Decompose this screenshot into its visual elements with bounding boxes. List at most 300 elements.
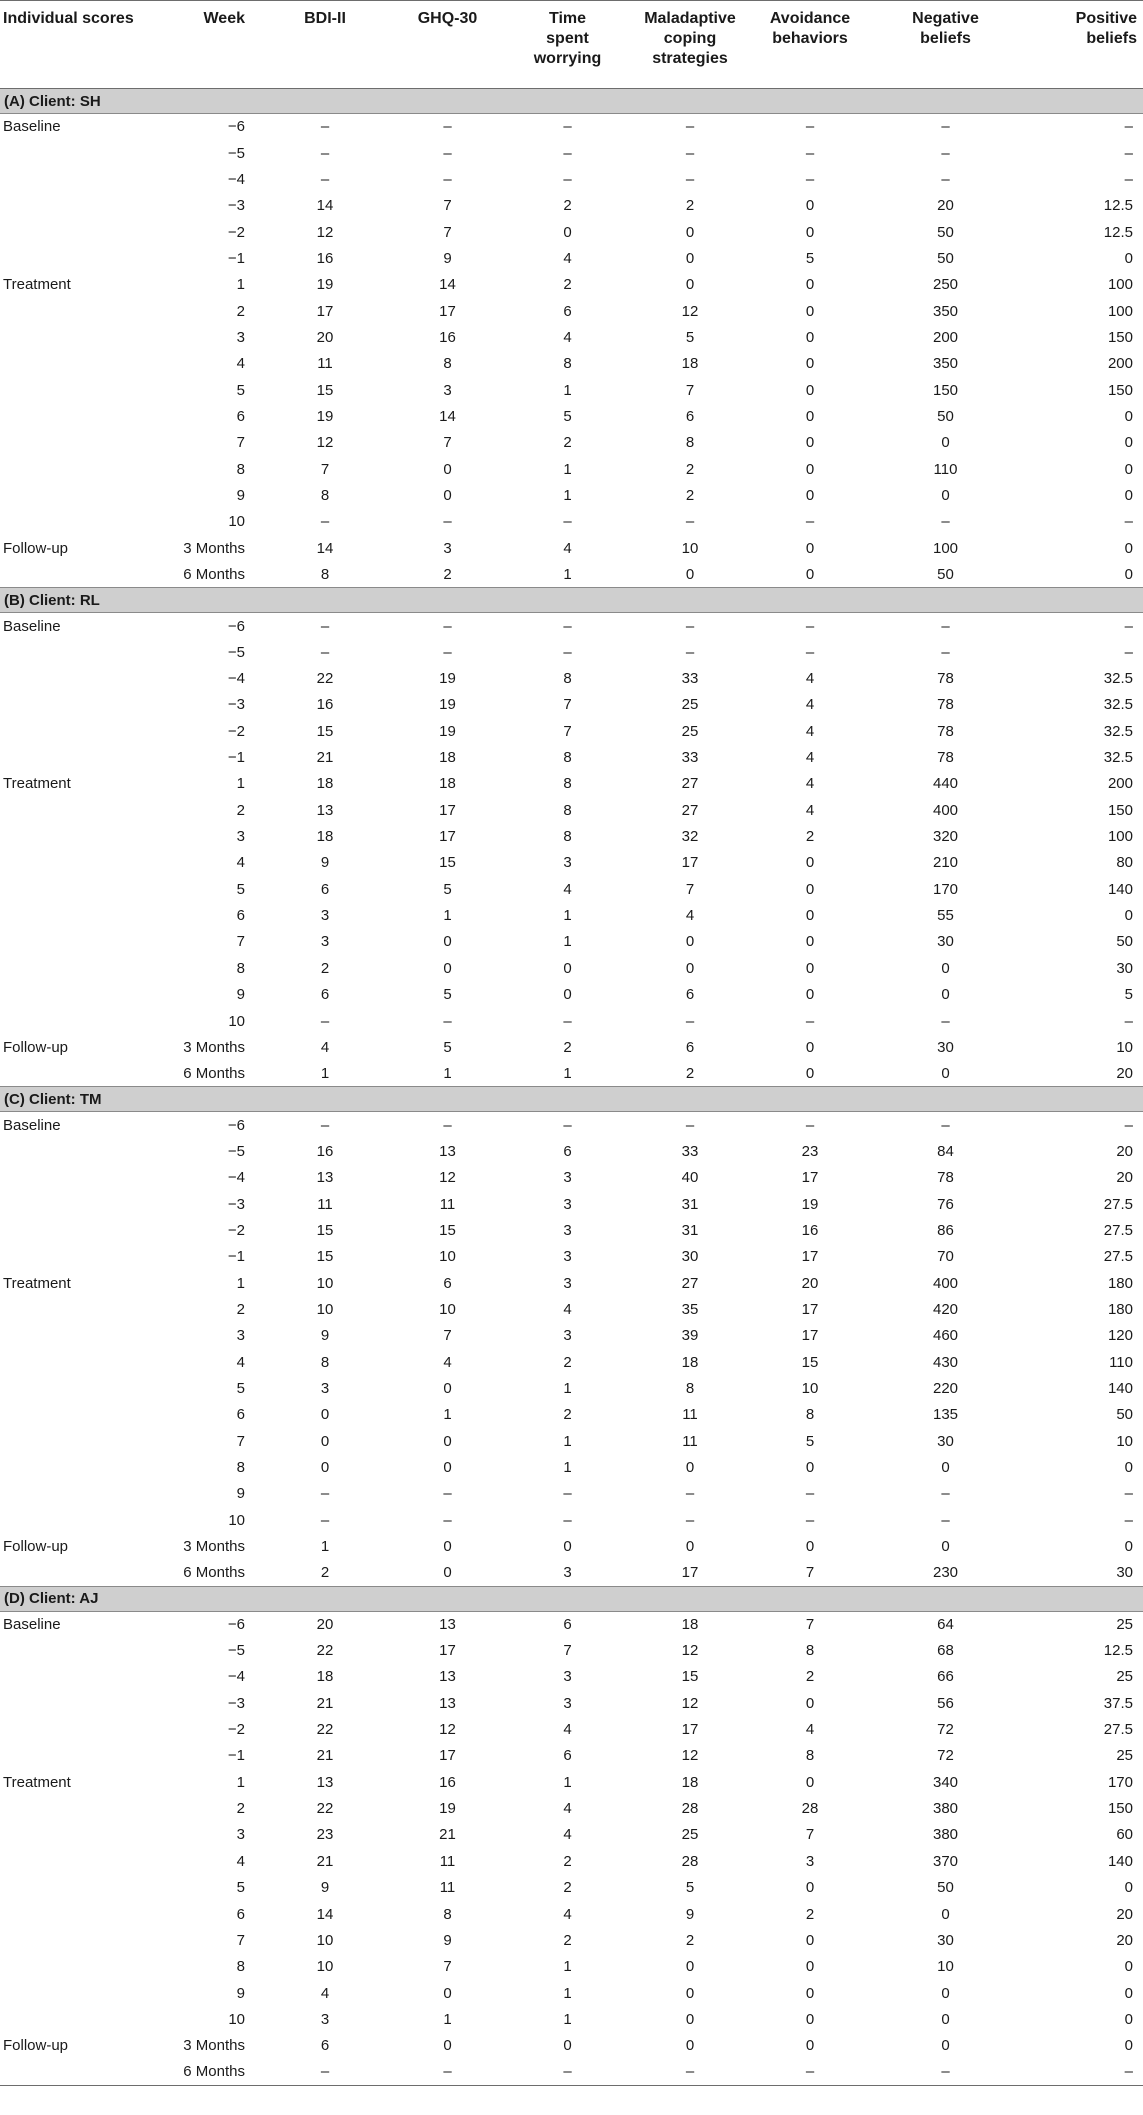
cell-positive-beliefs: 100: [1107, 276, 1133, 294]
cell-bdi-ii: 0: [320, 1432, 330, 1450]
cell-maladaptive-coping: 32: [681, 828, 699, 846]
cell-positive-beliefs: 200: [1107, 775, 1133, 793]
cell-negative-beliefs: 30: [937, 1432, 954, 1450]
cell-week: 2: [236, 302, 245, 320]
table-row: [0, 1927, 1143, 1953]
cell-positive-beliefs: 32.5: [1103, 749, 1133, 767]
cell-ghq-30: 7: [443, 1327, 452, 1345]
cell-bdi-ii: 11: [317, 355, 333, 373]
table-row: [0, 639, 1143, 665]
cell-positive-beliefs: 27.5: [1103, 1248, 1133, 1266]
cell-time-spent-worrying: –: [563, 1511, 572, 1529]
cell-ghq-30: –: [443, 144, 452, 162]
cell-week: 10: [228, 513, 245, 531]
cell-time-spent-worrying: 8: [563, 775, 572, 793]
cell-time-spent-worrying: 8: [563, 670, 572, 688]
table-row: [0, 403, 1143, 429]
cell-avoidance-behaviors: –: [805, 1012, 815, 1030]
cell-positive-beliefs: 0: [1124, 1538, 1133, 1556]
cell-week: 7: [236, 933, 245, 951]
cell-period-label: [0, 850, 160, 876]
cell-week: 3: [236, 328, 245, 346]
cell-maladaptive-coping: 18: [681, 1615, 699, 1633]
cell-negative-beliefs: 0: [941, 486, 950, 504]
cell-maladaptive-coping: 18: [681, 1773, 699, 1791]
cell-time-spent-worrying: 3: [563, 1274, 572, 1292]
cell-maladaptive-coping: 33: [681, 749, 699, 767]
cell-maladaptive-coping: –: [625, 2059, 755, 2085]
cell-bdi-ii: –: [265, 2059, 385, 2085]
cell-positive-beliefs: 140: [1107, 880, 1133, 898]
cell-positive-beliefs: 0: [1124, 1459, 1133, 1477]
table-row: [0, 1980, 1143, 2006]
cell-bdi-ii: –: [320, 170, 330, 188]
table-row: [0, 1244, 1143, 1270]
cell-ghq-30: –: [443, 513, 452, 531]
column-header-negative-beliefs: Negative beliefs: [865, 1, 990, 89]
cell-maladaptive-coping: 28: [681, 1800, 699, 1818]
cell-negative-beliefs: 50: [937, 223, 954, 241]
cell-bdi-ii: 8: [320, 486, 330, 504]
cell-time-spent-worrying: 3: [563, 1694, 572, 1712]
cell-bdi-ii: 18: [316, 1668, 334, 1686]
cell-period-label: [0, 430, 160, 456]
cell-avoidance-behaviors: 0: [805, 434, 815, 452]
cell-period-label: [0, 1690, 160, 1716]
table-row: [0, 456, 1143, 482]
cell-negative-beliefs: 72: [937, 1747, 954, 1765]
cell-bdi-ii: 0: [320, 1459, 330, 1477]
cell-week: 4: [236, 1353, 245, 1371]
table-row: [0, 771, 1143, 797]
cell-week: −4: [227, 1668, 245, 1686]
cell-ghq-30: 17: [439, 1642, 456, 1660]
cell-positive-beliefs: 0: [1124, 2037, 1133, 2055]
cell-ghq-30: –: [443, 170, 452, 188]
cell-week: 4: [236, 854, 245, 872]
cell-time-spent-worrying: 6: [563, 302, 572, 320]
cell-avoidance-behaviors: 2: [805, 1905, 815, 1923]
column-header-positive-beliefs: Positive beliefs: [990, 1, 1143, 89]
cell-time-spent-worrying: 0: [563, 223, 572, 241]
cell-maladaptive-coping: 12: [681, 302, 699, 320]
cell-maladaptive-coping: 0: [685, 959, 695, 977]
cell-time-spent-worrying: 4: [563, 539, 572, 557]
cell-positive-beliefs: 20: [1116, 1142, 1133, 1160]
cell-ghq-30: 18: [439, 749, 456, 767]
column-header-time-spent-worrying: Time spent worrying: [510, 1, 625, 89]
cell-bdi-ii: 12: [316, 223, 334, 241]
cell-negative-beliefs: –: [941, 513, 950, 531]
cell-period-label: [0, 692, 160, 718]
cell-ghq-30: 17: [439, 801, 456, 819]
cell-week: 6 Months: [183, 565, 245, 583]
cell-period-label: [0, 1481, 160, 1507]
cell-negative-beliefs: 350: [932, 302, 959, 320]
cell-maladaptive-coping: 6: [685, 986, 695, 1004]
cell-bdi-ii: –: [320, 1511, 330, 1529]
cell-positive-beliefs: 0: [1124, 1984, 1133, 2002]
cell-week: −3: [227, 696, 245, 714]
cell-period-label: [0, 876, 160, 902]
cell-positive-beliefs: 12.5: [1103, 1642, 1133, 1660]
cell-maladaptive-coping: 0: [685, 2010, 695, 2028]
cell-ghq-30: 12: [439, 1169, 456, 1187]
cell-positive-beliefs: 32.5: [1103, 696, 1133, 714]
cell-avoidance-behaviors: 7: [805, 1564, 815, 1582]
cell-bdi-ii: 21: [316, 1747, 334, 1765]
cell-maladaptive-coping: 5: [685, 1879, 695, 1897]
cell-week: 10: [228, 1511, 245, 1529]
column-header-avoidance-behaviors: Avoidance behaviors: [755, 1, 865, 89]
cell-negative-beliefs: 78: [937, 722, 954, 740]
cell-positive-beliefs: 110: [1109, 1353, 1133, 1371]
cell-period-label: [0, 1875, 160, 1901]
cell-avoidance-behaviors: 8: [805, 1747, 815, 1765]
cell-period-label: Treatment: [3, 775, 71, 793]
table-row: [0, 850, 1143, 876]
cell-avoidance-behaviors: 2: [805, 1668, 815, 1686]
table-row: [0, 955, 1143, 981]
cell-positive-beliefs: 5: [1124, 986, 1133, 1004]
cell-negative-beliefs: 30: [937, 933, 954, 951]
cell-negative-beliefs: 220: [932, 1379, 959, 1397]
cell-week: 4: [236, 1852, 245, 1870]
section-title: (A) Client: SH: [0, 89, 1143, 114]
cell-ghq-30: 15: [439, 1221, 456, 1239]
cell-bdi-ii: 8: [320, 565, 330, 583]
cell-time-spent-worrying: 1: [563, 1064, 572, 1082]
cell-week: 10: [228, 1012, 245, 1030]
cell-bdi-ii: 21: [316, 1852, 334, 1870]
cell-negative-beliefs: 64: [937, 1615, 954, 1633]
table-row: [0, 1217, 1143, 1243]
table-row: [0, 1428, 1143, 1454]
cell-week: −2: [227, 722, 245, 740]
cell-avoidance-behaviors: 7: [805, 1826, 815, 1844]
cell-maladaptive-coping: 12: [681, 1642, 699, 1660]
cell-negative-beliefs: –: [941, 144, 950, 162]
cell-time-spent-worrying: 1: [563, 933, 572, 951]
cell-maladaptive-coping: 8: [685, 434, 695, 452]
cell-negative-beliefs: 200: [932, 328, 959, 346]
cell-negative-beliefs: 50: [937, 1879, 954, 1897]
cell-period-label: [0, 1560, 160, 1586]
cell-period-label: [0, 561, 160, 587]
cell-bdi-ii: 11: [317, 1195, 333, 1213]
cell-positive-beliefs: 50: [1116, 933, 1133, 951]
cell-week: 6 Months: [160, 2059, 265, 2085]
table-row: [0, 1743, 1143, 1769]
cell-ghq-30: 0: [443, 1984, 452, 2002]
cell-avoidance-behaviors: 23: [801, 1142, 819, 1160]
cell-ghq-30: 0: [443, 1379, 452, 1397]
cell-period-label: [0, 797, 160, 823]
cell-time-spent-worrying: 1: [563, 907, 572, 925]
cell-bdi-ii: 20: [316, 1615, 334, 1633]
cell-period-label: [0, 1323, 160, 1349]
cell-maladaptive-coping: 11: [682, 1432, 698, 1450]
cell-avoidance-behaviors: 4: [805, 801, 815, 819]
cell-ghq-30: 5: [443, 1038, 452, 1056]
cell-ghq-30: 0: [443, 959, 452, 977]
cell-avoidance-behaviors: 0: [805, 2037, 815, 2055]
cell-period-label: [0, 639, 160, 665]
cell-bdi-ii: –: [320, 144, 330, 162]
table-header: [0, 1, 1143, 89]
cell-maladaptive-coping: 35: [681, 1300, 699, 1318]
cell-maladaptive-coping: 25: [681, 722, 699, 740]
cell-bdi-ii: 6: [320, 986, 330, 1004]
cell-ghq-30: 17: [439, 302, 456, 320]
table-row: [0, 509, 1143, 535]
cell-ghq-30: 3: [443, 381, 452, 399]
cell-time-spent-worrying: –: [563, 617, 572, 635]
cell-week: −3: [227, 1694, 245, 1712]
cell-week: 9: [236, 1984, 245, 2002]
cell-week: −3: [227, 1195, 245, 1213]
cell-time-spent-worrying: 3: [563, 1221, 572, 1239]
cell-positive-beliefs: 32.5: [1103, 722, 1133, 740]
cell-maladaptive-coping: 18: [681, 355, 699, 373]
cell-negative-beliefs: 400: [932, 801, 959, 819]
cell-bdi-ii: –: [320, 1012, 330, 1030]
cell-ghq-30: 0: [443, 2037, 452, 2055]
cell-ghq-30: 0: [443, 1459, 452, 1477]
cell-ghq-30: 7: [443, 223, 452, 241]
column-header-ghq-30: GHQ-30: [385, 1, 510, 89]
cell-avoidance-behaviors: 0: [805, 565, 815, 583]
cell-negative-beliefs: 0: [941, 1984, 950, 2002]
cell-avoidance-behaviors: 0: [805, 486, 815, 504]
cell-negative-beliefs: 66: [937, 1668, 954, 1686]
cell-period-label: [0, 456, 160, 482]
cell-period-label: [0, 377, 160, 403]
section-header-row: [0, 1087, 1143, 1112]
cell-ghq-30: 17: [439, 1747, 456, 1765]
cell-positive-beliefs: 100: [1107, 828, 1133, 846]
cell-period-label: [0, 1138, 160, 1164]
cell-ghq-30: 13: [439, 1142, 456, 1160]
cell-period-label: [0, 1349, 160, 1375]
cell-maladaptive-coping: 0: [685, 565, 695, 583]
cell-positive-beliefs: 140: [1107, 1852, 1133, 1870]
cell-avoidance-behaviors: 17: [801, 1169, 819, 1187]
table-row: [0, 1138, 1143, 1164]
cell-negative-beliefs: 460: [932, 1327, 959, 1345]
cell-ghq-30: 5: [443, 986, 452, 1004]
table-row: [0, 482, 1143, 508]
cell-avoidance-behaviors: 0: [805, 381, 815, 399]
cell-period-label: [0, 1217, 160, 1243]
cell-maladaptive-coping: 0: [685, 249, 695, 267]
table-row: [0, 1034, 1143, 1060]
cell-avoidance-behaviors: 0: [805, 2010, 815, 2028]
cell-bdi-ii: 6: [320, 880, 330, 898]
cell-period-label: Follow-up: [3, 1038, 69, 1056]
cell-bdi-ii: –: [320, 1116, 330, 1134]
cell-ghq-30: 3: [443, 539, 452, 557]
cell-negative-beliefs: 430: [932, 1353, 959, 1371]
cell-positive-beliefs: 37.5: [1103, 1694, 1133, 1712]
cell-time-spent-worrying: –: [510, 2059, 625, 2085]
cell-maladaptive-coping: 7: [685, 381, 695, 399]
table-row: [0, 2033, 1143, 2059]
cell-time-spent-worrying: 0: [563, 959, 572, 977]
cell-maladaptive-coping: 27: [681, 801, 699, 819]
cell-positive-beliefs: 0: [1124, 539, 1133, 557]
table-row: [0, 1296, 1143, 1322]
cell-week: −1: [227, 1248, 245, 1266]
cell-avoidance-behaviors: 0: [805, 933, 815, 951]
cell-negative-beliefs: 230: [932, 1564, 959, 1582]
cell-maladaptive-coping: 25: [681, 696, 699, 714]
cell-avoidance-behaviors: 4: [805, 722, 815, 740]
cell-maladaptive-coping: 4: [685, 907, 695, 925]
cell-negative-beliefs: 150: [932, 381, 959, 399]
cell-avoidance-behaviors: 0: [805, 276, 815, 294]
cell-avoidance-behaviors: 0: [805, 854, 815, 872]
cell-negative-beliefs: 380: [932, 1826, 959, 1844]
cell-period-label: [0, 665, 160, 691]
cell-positive-beliefs: 20: [1116, 1169, 1133, 1187]
table-row: [0, 1560, 1143, 1586]
cell-bdi-ii: –: [320, 1485, 330, 1503]
cell-negative-beliefs: 76: [937, 1195, 954, 1213]
cell-negative-beliefs: –: [941, 170, 950, 188]
cell-week: 3 Months: [183, 2037, 245, 2055]
cell-week: −2: [227, 1721, 245, 1739]
cell-time-spent-worrying: 4: [563, 880, 572, 898]
table-row: [0, 1664, 1143, 1690]
cell-avoidance-behaviors: 4: [805, 670, 815, 688]
cell-week: 3: [236, 1826, 245, 1844]
table-row: [0, 1165, 1143, 1191]
cell-time-spent-worrying: –: [563, 144, 572, 162]
cell-positive-beliefs: 0: [1124, 565, 1133, 583]
cell-avoidance-behaviors: 0: [805, 1538, 815, 1556]
cell-period-label: [0, 166, 160, 192]
cell-positive-beliefs: 27.5: [1103, 1721, 1133, 1739]
cell-bdi-ii: 3: [320, 2010, 330, 2028]
table-row: [0, 1481, 1143, 1507]
cell-negative-beliefs: 56: [937, 1694, 954, 1712]
cell-ghq-30: 11: [439, 1195, 456, 1213]
cell-ghq-30: 0: [443, 1432, 452, 1450]
cell-positive-beliefs: 50: [1116, 1406, 1133, 1424]
table-row: [0, 692, 1143, 718]
cell-bdi-ii: 10: [316, 1274, 334, 1292]
cell-maladaptive-coping: 6: [685, 1038, 695, 1056]
cell-positive-beliefs: –: [1124, 617, 1133, 635]
table-row: [0, 1611, 1143, 1637]
cell-ghq-30: 7: [443, 197, 452, 215]
cell-week: −6: [227, 1116, 245, 1134]
table-row: [0, 929, 1143, 955]
cell-bdi-ii: 8: [320, 1353, 330, 1371]
table-row: [0, 1769, 1143, 1795]
cell-bdi-ii: 0: [320, 1406, 330, 1424]
cell-time-spent-worrying: –: [563, 643, 572, 661]
cell-period-label: [0, 351, 160, 377]
cell-bdi-ii: 13: [316, 801, 334, 819]
cell-negative-beliefs: –: [865, 2059, 990, 2085]
cell-positive-beliefs: 25: [1116, 1747, 1133, 1765]
cell-bdi-ii: 1: [320, 1538, 330, 1556]
cell-maladaptive-coping: –: [685, 617, 695, 635]
table-row: [0, 1901, 1143, 1927]
cell-negative-beliefs: 78: [937, 749, 954, 767]
table-row: [0, 1375, 1143, 1401]
cell-negative-beliefs: –: [941, 1511, 950, 1529]
cell-positive-beliefs: 200: [1107, 355, 1133, 373]
cell-period-label: [0, 744, 160, 770]
cell-ghq-30: 1: [443, 907, 452, 925]
cell-avoidance-behaviors: 0: [805, 1773, 815, 1791]
cell-period-label: [0, 955, 160, 981]
table-row: [0, 1323, 1143, 1349]
cell-positive-beliefs: 100: [1107, 302, 1133, 320]
cell-avoidance-behaviors: –: [805, 170, 815, 188]
cell-avoidance-behaviors: –: [805, 144, 815, 162]
cell-bdi-ii: 9: [320, 1327, 330, 1345]
cell-period-label: [0, 1165, 160, 1191]
cell-avoidance-behaviors: –: [755, 2059, 865, 2085]
cell-time-spent-worrying: 4: [563, 249, 572, 267]
cell-maladaptive-coping: 8: [685, 1379, 695, 1397]
cell-ghq-30: 0: [443, 460, 452, 478]
cell-bdi-ii: –: [320, 617, 330, 635]
cell-week: −1: [227, 749, 245, 767]
cell-maladaptive-coping: –: [685, 1511, 695, 1529]
cell-bdi-ii: 9: [320, 1879, 330, 1897]
cell-bdi-ii: 14: [316, 1905, 334, 1923]
cell-period-label: [0, 1927, 160, 1953]
cell-week: 6: [236, 1905, 245, 1923]
cell-bdi-ii: 4: [320, 1984, 330, 2002]
cell-negative-beliefs: 84: [937, 1142, 954, 1160]
cell-week: 1: [236, 775, 245, 793]
cell-period-label: [0, 1244, 160, 1270]
table-row: [0, 1008, 1143, 1034]
cell-positive-beliefs: 0: [1124, 2010, 1133, 2028]
cell-time-spent-worrying: 4: [563, 1826, 572, 1844]
cell-ghq-30: 1: [443, 1406, 452, 1424]
cell-time-spent-worrying: 1: [563, 381, 572, 399]
cell-period-label: [0, 1191, 160, 1217]
cell-maladaptive-coping: 2: [685, 460, 695, 478]
cell-maladaptive-coping: 0: [685, 1958, 695, 1976]
cell-bdi-ii: 7: [320, 460, 330, 478]
cell-avoidance-behaviors: 0: [805, 1694, 815, 1712]
cell-negative-beliefs: –: [941, 1116, 950, 1134]
cell-avoidance-behaviors: 0: [805, 539, 815, 557]
cell-negative-beliefs: 0: [941, 986, 950, 1004]
cell-week: −5: [227, 1142, 245, 1160]
cell-week: −5: [227, 144, 245, 162]
cell-period-label: [0, 1954, 160, 1980]
cell-ghq-30: 19: [439, 1800, 456, 1818]
column-header-week: Week: [160, 1, 265, 89]
cell-maladaptive-coping: 25: [681, 1826, 699, 1844]
cell-bdi-ii: 13: [316, 1773, 334, 1791]
cell-positive-beliefs: –: [1124, 118, 1133, 136]
cell-ghq-30: 11: [439, 1852, 456, 1870]
cell-avoidance-behaviors: –: [805, 1116, 815, 1134]
cell-time-spent-worrying: 1: [563, 1379, 572, 1397]
cell-negative-beliefs: 30: [937, 1931, 954, 1949]
cell-time-spent-worrying: 4: [563, 1905, 572, 1923]
